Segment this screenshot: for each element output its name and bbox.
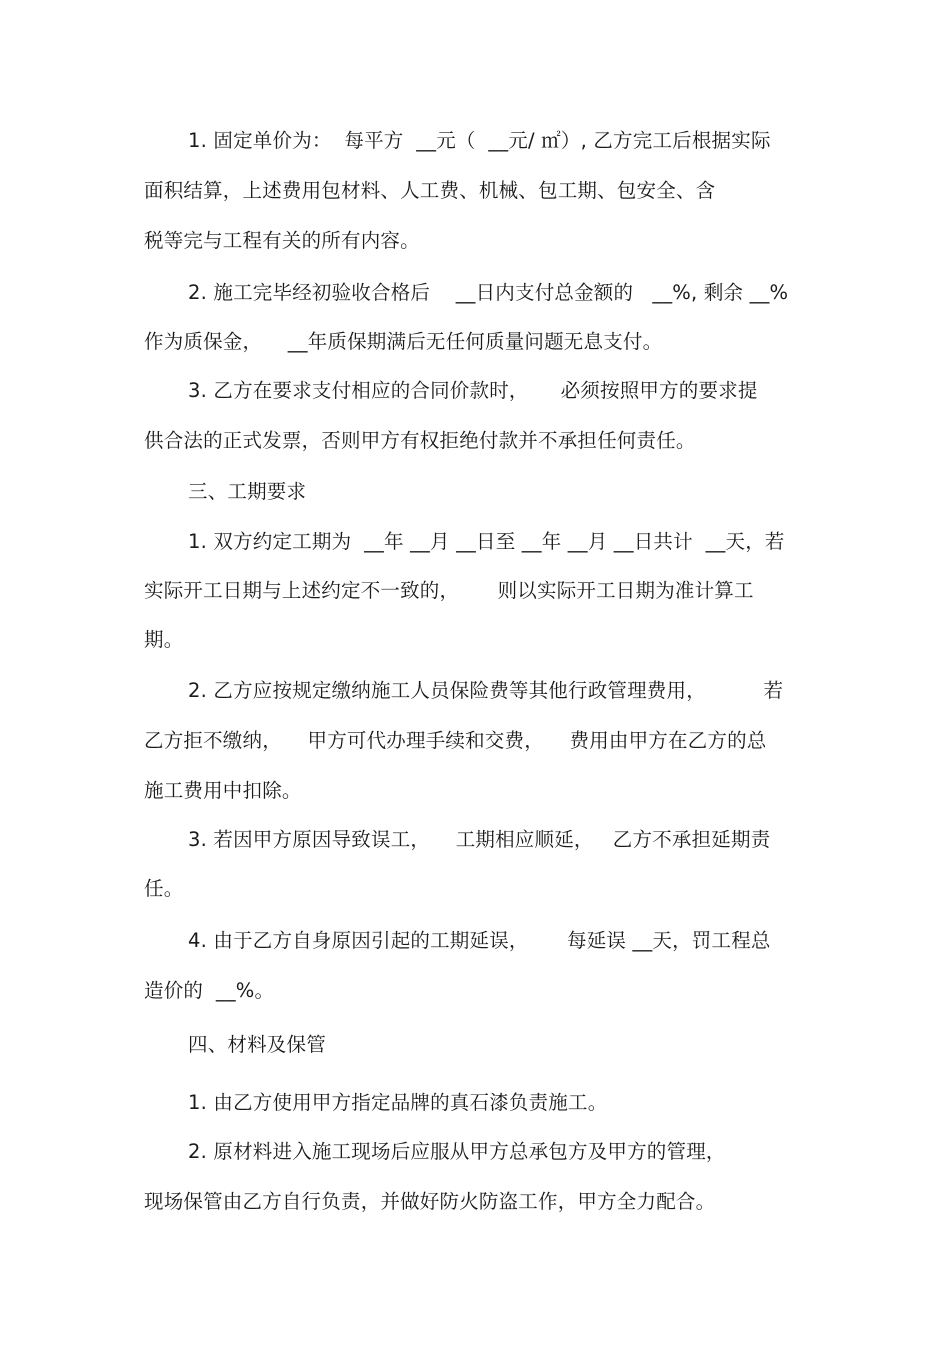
clause-insurance-line-3: 施工费用中扣除。 bbox=[144, 779, 302, 802]
clause-delay-a-line-1: 3. 若因甲方原因导致误工， 工期相应顺延， 乙方不承担延期责 bbox=[188, 828, 771, 851]
clause-materials-line-1: 1. 由乙方使用甲方指定品牌的真石漆负责施工。 bbox=[188, 1091, 608, 1114]
clause-insurance-line-1: 2. 乙方应按规定缴纳施工人员保险费等其他行政管理费用， 若 bbox=[188, 679, 784, 702]
clause-insurance-line-2: 乙方拒不缴纳， 甲方可代办理手续和交费， 费用由甲方在乙方的总 bbox=[144, 729, 767, 752]
clause-delay-b-line-1: 4. 由于乙方自身原因引起的工期延误， 每延误 __天，罚工程总 bbox=[188, 929, 771, 952]
clause-invoice-line-1: 3. 乙方在要求支付相应的合同价款时， 必须按照甲方的要求提 bbox=[188, 379, 758, 402]
clause-payment-line-2: 作为质保金， __年质保期满后无任何质量问题无息支付。 bbox=[144, 330, 663, 353]
clause-delay-a-line-2: 任。 bbox=[144, 877, 184, 900]
clause-duration-line-2: 实际开工日期与上述约定不一致的， 则以实际开工日期为准计算工 bbox=[144, 579, 754, 602]
section-heading-materials: 四、材料及保管 bbox=[188, 1033, 326, 1056]
section-heading-schedule: 三、工期要求 bbox=[188, 480, 307, 503]
clause-price-line-3: 税等完与工程有关的所有内容。 bbox=[144, 229, 420, 252]
clause-storage-line-1: 2. 原材料进入施工现场后应服从甲方总承包方及甲方的管理， bbox=[188, 1140, 726, 1163]
clause-payment-line-1: 2. 施工完毕经初验收合格后 __日内支付总金额的 __%, 剩余 __% bbox=[188, 281, 789, 304]
clause-storage-line-2: 现场保管由乙方自行负责，并做好防火防盗工作，甲方全力配合。 bbox=[144, 1190, 716, 1213]
clause-delay-b-line-2: 造价的 __%。 bbox=[144, 979, 275, 1002]
clause-duration-line-3: 期。 bbox=[144, 628, 184, 651]
clause-duration-line-1: 1. 双方约定工期为 __年 __月 __日至 __年 __月 __日共计 __天，若 bbox=[188, 530, 785, 553]
clause-price-line-1: 1. 固定单价为： 每平方 __元（ __元/ ㎡）, 乙方完工后根据实际 bbox=[188, 129, 771, 152]
clause-invoice-line-2: 供合法的正式发票，否则甲方有权拒绝付款并不承担任何责任。 bbox=[144, 429, 696, 452]
clause-price-line-2: 面积结算，上述费用包材料、人工费、机械、包工期、包安全、含 bbox=[144, 179, 716, 202]
